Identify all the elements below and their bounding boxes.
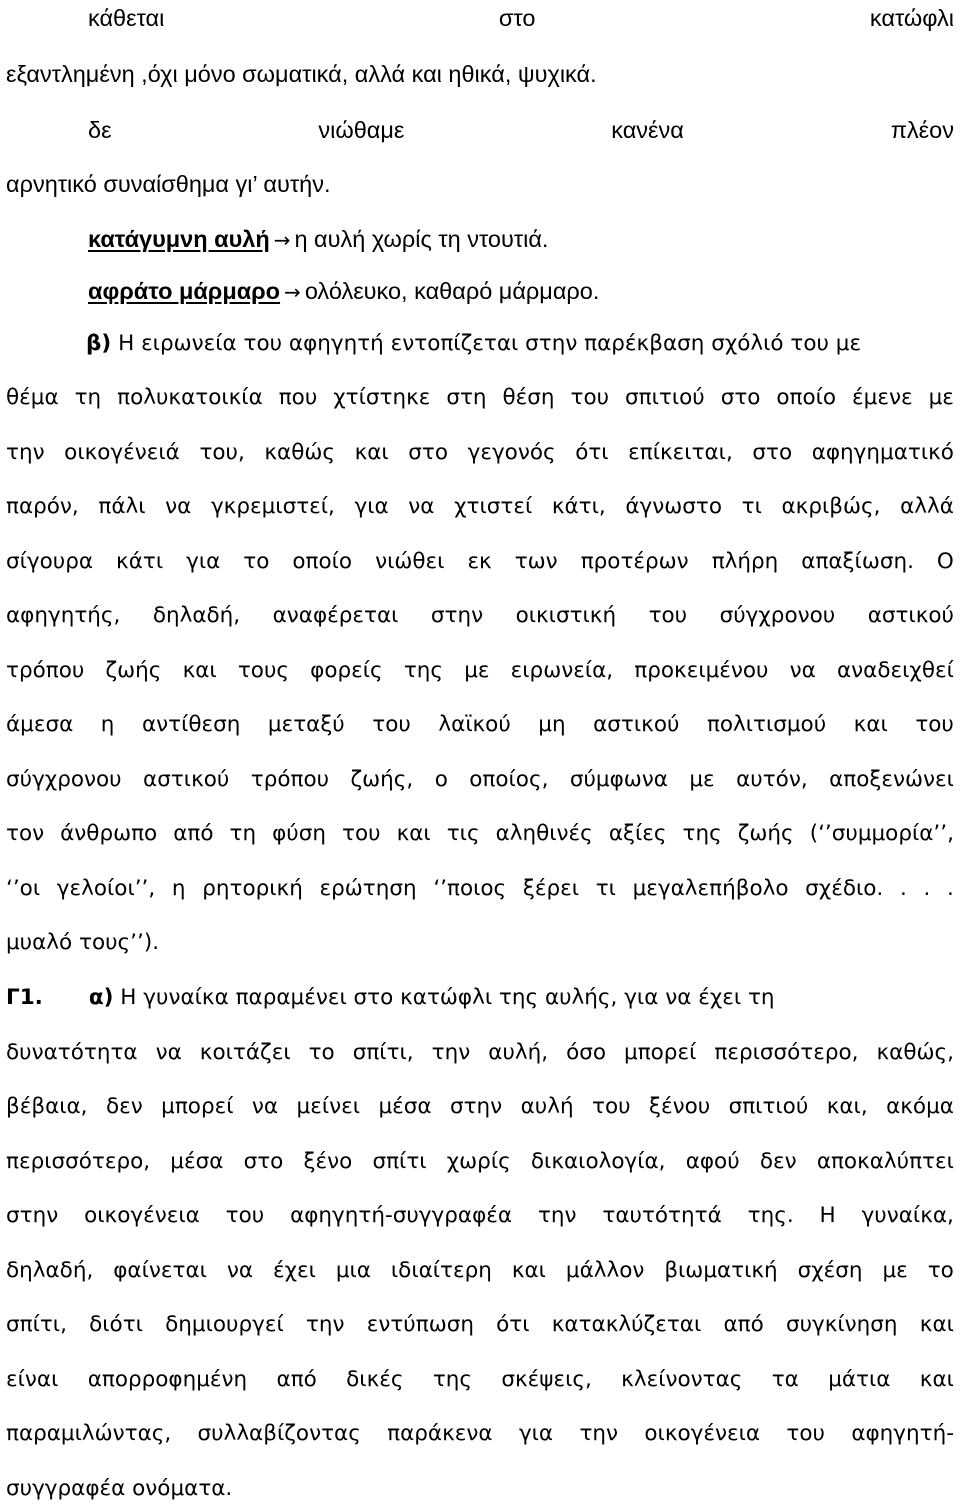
g1-line: είναι απορροφημένη από δικές της σκέψεις, κλείνοντας τα μάτια και [6,1367,954,1392]
vocab-meaning: ολόλευκο, καθαρό μάρμαρο. [304,278,600,304]
g1-line: βέβαια, δεν μπορεί να μείνει μέσα στην αυλή του ξένου σπιτιού και, ακόμα [6,1094,954,1119]
beta-line: σίγουρα κάτι για το οποίο νιώθει εκ των προτέρων πλήρη απαξίωση. Ο [6,549,954,574]
g1-line: στην οικογένεια του αφηγητή-συγγραφέα την ταυτότητά της. Η γυναίκα, [6,1203,954,1228]
beta-line: άμεσα η αντίθεση μεταξύ του λαϊκού μη αστικού πολιτισμού και του [6,712,954,737]
g1-sub-label: α) [88,985,114,1010]
vocab-line-3 [88,224,954,255]
vocab-line-1-cont: εξαντλημένη ,όχι μόνο σωματικά, αλλά και ηθικά, ψυχικά. [6,61,597,87]
beta-line: παρόν, πάλι να γκρεμιστεί, για να χτιστεί κάτι, άγνωστο τι ακριβώς, αλλά [6,494,954,519]
beta-first-text: Η ειρωνεία του αφηγητή εντοπίζεται στην παρέκβαση σχόλιό του με [118,331,862,356]
g1-first-text: Η γυναίκα παραμένει στο κατώφλι της αυλής, για να έχει τη [120,985,775,1010]
g1-line: σπίτι, διότι δημιουργεί την εντύπωση ότι κατακλύζεται από συγκίνηση και [6,1312,954,1337]
arrow-right-icon: → [284,280,301,304]
beta-line: ‘’οι γελοίοι’’, η ρητορική ερώτηση ‘’ποιος ξέρει τι μεγαλεπήβολο σχέδιο. . . . [6,876,954,901]
g1-line: περισσότερο, μέσα στο ξένο σπίτι χωρίς δικαιολογία, αφού δεν αποκαλύπτει [6,1149,954,1174]
vocab-line-2-cont: αρνητικό συναίσθημα γι’ αυτήν. [6,171,331,197]
g1-line: δηλαδή, φαίνεται να έχει μια ιδιαίτερη και μάλλον βιωματική σχέση με το [6,1258,954,1283]
beta-line: τον άνθρωπο από τη φύση του και τις αληθινές αξίες της ζωής (‘’συμμορία’’, [6,821,954,846]
beta-line: μυαλό τους’’). [6,930,160,955]
vocab-meaning: η αυλή χωρίς τη ντουτιά. [294,226,549,252]
beta-first-line [86,329,954,359]
beta-line: σύγχρονου αστικού τρόπου ζωής, ο οποίος, σύμφωνα με αυτόν, αποξενώνει [6,767,954,792]
arrow-right-icon: → [273,228,291,252]
vocab-line-1: κάθεται στο κατώφλι [88,5,954,31]
vocab-term: κατάγυμνη αυλή [88,226,270,252]
g1-first-line [6,983,954,1013]
beta-line: θέμα τη πολυκατοικία που χτίστηκε στη θέση του σπιτιού στο οποίο έμενε με [6,385,954,410]
g1-line: συγγραφέα ονόματα. [6,1476,233,1501]
beta-line: αφηγητής, δηλαδή, αναφέρεται στην οικιστική του σύγχρονου αστικού [6,603,954,628]
g1-label: Γ1. [6,985,43,1010]
vocab-term: αφράτο μάρμαρο [88,278,281,304]
beta-line: την οικογένειά του, καθώς και στο γεγονός ότι επίκειται, στο αφηγηματικό [6,440,954,465]
g1-line: δυνατότητα να κοιτάζει το σπίτι, την αυλή, όσο μπορεί περισσότερο, καθώς, [6,1040,954,1065]
beta-line: τρόπου ζωής και τους φορείς της με ειρωνεία, προκειμένου να αναδειχθεί [6,658,954,683]
vocab-line-2: δε νιώθαμε κανένα πλέον [88,117,954,143]
vocab-line-4 [88,276,954,307]
g1-line: παραμιλώντας, συλλαβίζοντας παράκενα για την οικογένεια του αφηγητή- [6,1421,954,1446]
beta-label: β) [86,331,112,356]
